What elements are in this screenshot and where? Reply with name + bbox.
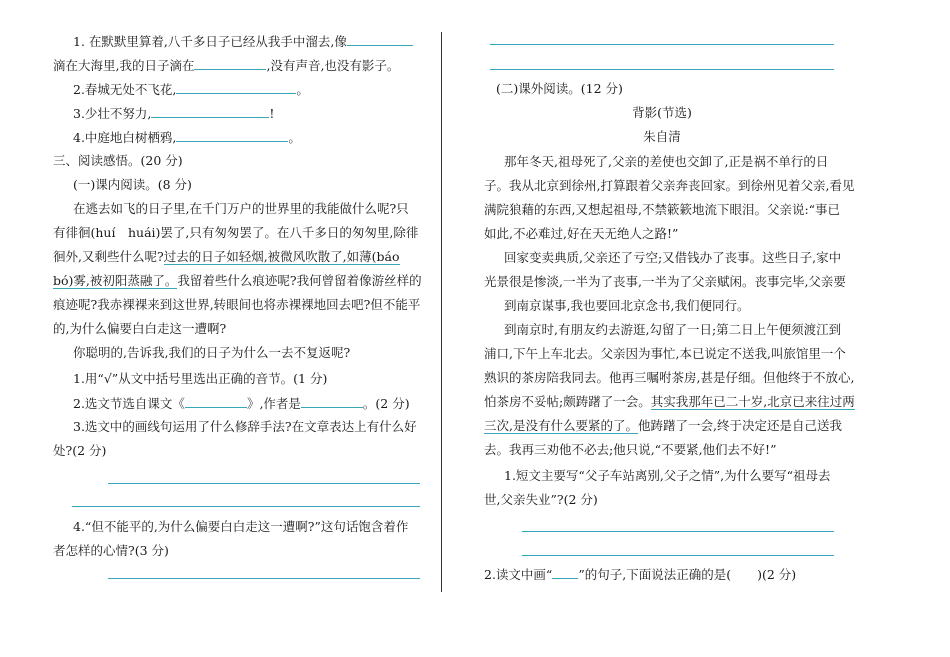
extracurricular-reading-heading: (二)课外阅读。(12 分)	[496, 81, 623, 96]
answer-blank[interactable]	[347, 33, 413, 46]
passage-line: 你聪明的,告诉我,我们的日子为什么一去不复返呢?	[73, 345, 351, 360]
passage-line: 如此,不必难过,好在天无绝人之路!”	[484, 226, 679, 241]
answer-line[interactable]	[108, 578, 420, 579]
question-2-text: ”的句子,下面说法正确的是(	[578, 567, 732, 582]
passage-line: 回家变卖典质,父亲还了亏空;又借钱办了丧事。这些日子,家中	[504, 250, 842, 265]
underline-mark-sample	[552, 566, 578, 579]
answer-line[interactable]	[490, 44, 834, 45]
right-column	[484, 0, 855, 657]
passage-line: 光景很是惨淡,一半为了丧事,一半为了父亲赋闲。丧事完毕,父亲要	[484, 274, 846, 289]
passage-line	[53, 249, 400, 265]
article-title: 背影(节选)	[632, 105, 692, 120]
passage-line: 满院狼藉的东西,又想起祖母,不禁簌簌地流下眼泪。父亲说:“事已	[484, 202, 841, 217]
underlined-sentence: 过去的日子如轻烟,被微风吹散了,如薄(báo	[163, 249, 400, 264]
passage-line	[484, 394, 855, 410]
answer-line[interactable]	[522, 555, 834, 556]
passage-text: 我留着些什么痕迹呢?我何曾留着像游丝样的	[177, 273, 422, 288]
fill-item-4-text: 。	[288, 130, 301, 145]
underlined-sentence: 其实我那年已二十岁,北京已来往过两	[650, 394, 855, 409]
underlined-sentence: 三次,是没有什么要紧的了。	[484, 418, 638, 433]
passage-line: 在逃去如飞的日子里,在千门万户的世界里的我能做什么呢?只	[73, 201, 409, 216]
passage-line: 的,为什么偏要白白走这一遭啊?	[53, 321, 227, 336]
question-2-text: )(2 分)	[757, 567, 797, 582]
question-2	[73, 395, 410, 412]
passage-line: 去。我再三劝他不必去;他只说,“不要紧,他们去不好!”	[484, 442, 777, 457]
column-divider	[441, 32, 442, 592]
passage-line: 有徘徊(huí huái)罢了,只有匆匆罢了。在八千多日的匆匆里,除徘	[53, 225, 419, 240]
answer-line[interactable]	[490, 69, 834, 70]
passage-line: 到南京时,有朋友约去游逛,勾留了一日;第二日上午便须渡江到	[504, 322, 842, 337]
fill-item-2-text: 。	[296, 82, 309, 97]
passage-line: 浦口,下午上车北去。父亲因为事忙,本已说定不送我,叫旅馆里一个	[484, 346, 846, 361]
passage-line: 痕迹呢?我赤裸裸来到这世界,转眼间也将赤裸裸地回去吧?但不能平	[53, 297, 421, 312]
passage-line: 子。我从北京到徐州,打算跟着父亲奔丧回家。到徐州见着父亲,看见	[484, 178, 855, 193]
answer-blank[interactable]	[185, 395, 247, 408]
passage-line: 那年冬天,祖母死了,父亲的差使也交卸了,正是祸不单行的日	[504, 154, 829, 169]
question-2	[484, 566, 796, 583]
question-2-text: 2.选文节选自课文《	[73, 396, 185, 411]
fill-item-1-line2	[53, 57, 399, 74]
question-4-line2: 者怎样的心情?(3 分)	[53, 543, 169, 558]
fill-item-1-text: 1. 在默默里算着,八千多日子已经从我手中溜去,像	[73, 34, 347, 49]
answer-blank[interactable]	[301, 395, 363, 408]
fill-item-2	[73, 81, 309, 98]
passage-text: 他踌躇了一会,终于决定还是自己送我	[637, 418, 842, 433]
question-1-line1: 1.短文主要写“父子车站离别,父子之情”,为什么要写“祖母去	[504, 468, 831, 483]
question-2-text: 》,作者是	[246, 396, 301, 411]
fill-item-3-text: !	[269, 106, 275, 121]
answer-blank[interactable]	[176, 81, 296, 94]
question-1: 1.用“√”从文中括号里选出正确的音节。(1 分)	[73, 371, 328, 386]
question-3-line1: 3.选文中的画线句运用了什么修辞手法?在文章表达上有什么好	[73, 419, 417, 434]
fill-item-3	[73, 105, 274, 122]
fill-item-1-text: ,没有声音,也没有影子。	[266, 58, 400, 73]
question-1-line2: 世,父亲失业”?(2 分)	[484, 492, 598, 507]
answer-blank[interactable]	[194, 57, 266, 70]
passage-text: 怕茶房不妥帖;颇踌躇了一会。	[484, 394, 651, 409]
underlined-sentence: bó)雾,被初阳蒸融了。	[53, 273, 178, 288]
left-column	[48, 0, 426, 657]
fill-item-1-line1	[73, 33, 413, 50]
question-2-text: 2.读文中画“	[484, 567, 553, 582]
answer-line[interactable]	[108, 483, 420, 484]
passage-text: 徊外,又剩些什么呢?	[53, 249, 164, 264]
answer-line[interactable]	[72, 506, 420, 507]
passage-line: 到南京谋事,我也要回北京念书,我们便同行。	[504, 298, 750, 313]
passage-line	[53, 273, 422, 289]
fill-item-4	[73, 129, 301, 146]
article-author: 朱自清	[643, 129, 681, 144]
section-3-heading: 三、阅读感悟。(20 分)	[53, 153, 183, 168]
answer-blank[interactable]	[176, 129, 288, 142]
question-4-line1: 4.“但不能平的,为什么偏要白白走这一遭啊?”这句话饱含着作	[73, 519, 409, 534]
fill-item-1-text: 滴在大海里,我的日子滴在	[53, 58, 195, 73]
answer-blank[interactable]	[151, 105, 269, 118]
question-2-text: 。(2 分)	[362, 396, 410, 411]
fill-item-3-text: 3.少壮不努力,	[73, 106, 152, 121]
fill-item-4-text: 4.中庭地白树栖鸦,	[73, 130, 177, 145]
question-3-line2: 处?(2 分)	[53, 443, 107, 458]
passage-line: 熟识的茶房陪我同去。他再三嘱咐茶房,甚是仔细。但他终于不放心,	[484, 370, 855, 385]
in-class-reading-heading: (一)课内阅读。(8 分)	[73, 177, 192, 192]
passage-line	[484, 418, 842, 434]
fill-item-2-text: 2.春城无处不飞花,	[73, 82, 177, 97]
answer-line[interactable]	[522, 531, 834, 532]
